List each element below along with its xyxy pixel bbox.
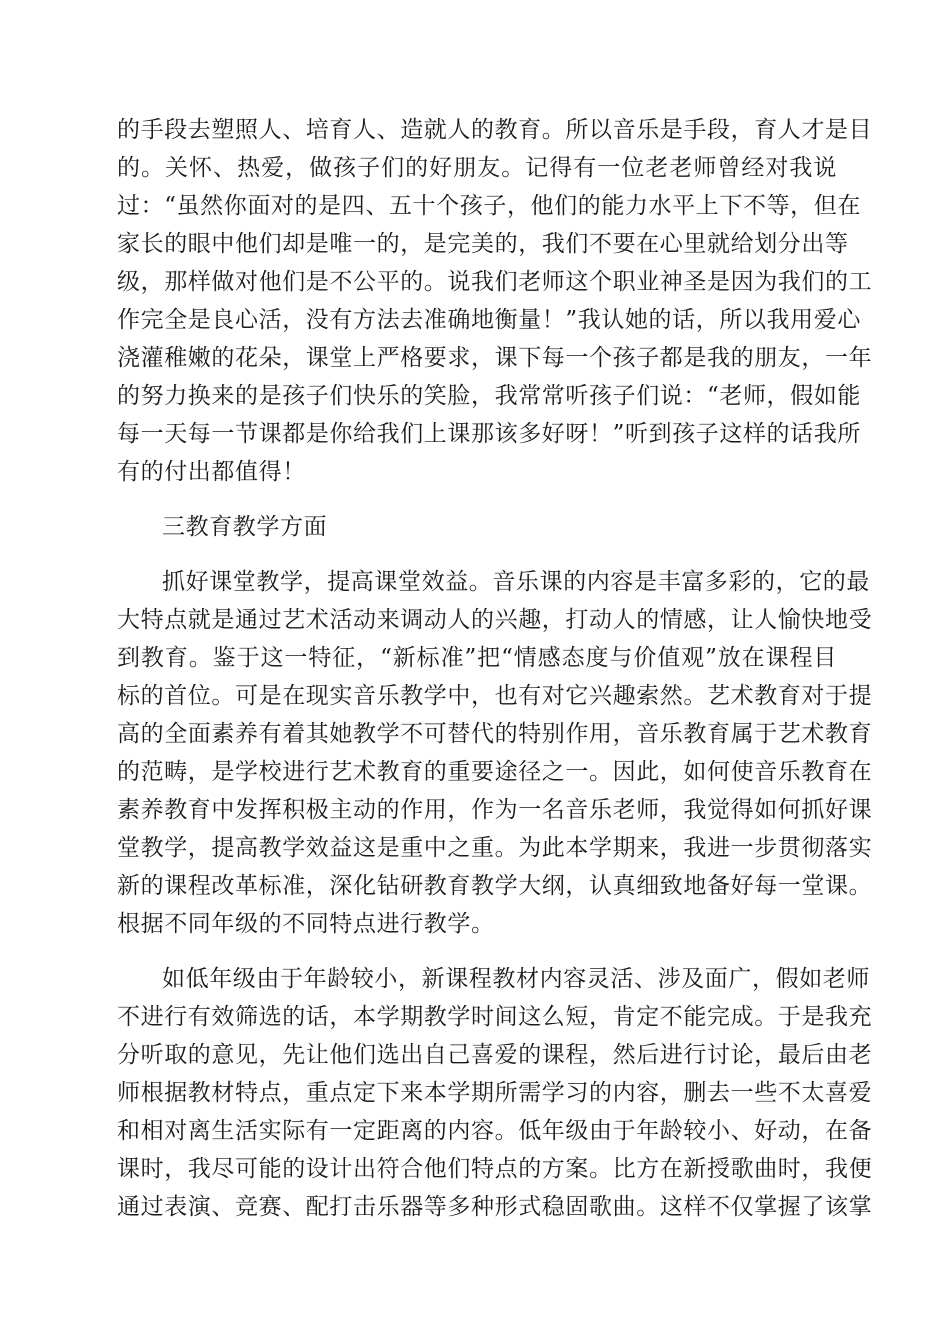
body-text-line: 素养教育中发挥积极主动的作用，作为一名音乐老师，我觉得如何抓好课 bbox=[117, 797, 873, 823]
body-text-line: 分听取的意见，先让他们选出自己喜爱的课程，然后进行讨论，最后由老 bbox=[117, 1042, 873, 1068]
body-text-line: 和相对离生活实际有一定距离的内容。低年级由于年龄较小、好动，在备 bbox=[117, 1118, 873, 1144]
body-text-line: 通过表演、竞赛、配打击乐器等多种形式稳固歌曲。这样不仅掌握了该掌 bbox=[117, 1194, 873, 1220]
body-text-line: 堂教学，提高教学效益这是重中之重。为此本学期来，我进一步贯彻落实 bbox=[117, 835, 873, 861]
body-text-line: 的努力换来的是孩子们快乐的笑脸，我常常听孩子们说：“老师，假如能 bbox=[117, 383, 861, 409]
body-text-line: 作完全是良心活，没有方法去准确地衡量！”我认她的话，所以我用爱心 bbox=[117, 307, 861, 333]
body-text-line: 家长的眼中他们却是唯一的，是完美的，我们不要在心里就给划分出等 bbox=[117, 231, 849, 257]
body-text-line: 级，那样做对他们是不公平的。说我们老师这个职业神圣是因为我们的工 bbox=[117, 269, 873, 295]
body-text-line: 大特点就是通过艺术活动来调动人的兴趣，打动人的情感，让人愉快地受 bbox=[117, 607, 873, 633]
body-text-line: 到教育。鉴于这一特征，“新标准”把“情感态度与价值观”放在课程目 bbox=[117, 645, 837, 671]
body-text-line: 的手段去塑照人、培育人、造就人的教育。所以音乐是手段，育人才是目 bbox=[117, 117, 873, 143]
section-heading: 三教育教学方面 bbox=[162, 514, 328, 540]
body-text-line: 浇灌稚嫩的花朵，课堂上严格要求，课下每一个孩子都是我的朋友，一年 bbox=[117, 345, 873, 371]
body-text-line: 的范畴，是学校进行艺术教育的重要途径之一。因此，如何使音乐教育在 bbox=[117, 759, 873, 785]
body-text-line: 过：“虽然你面对的是四、五十个孩子，他们的能力水平上下不等，但在 bbox=[117, 193, 861, 219]
body-text-line: 如低年级由于年龄较小，新课程教材内容灵活、涉及面广，假如老师 bbox=[162, 966, 870, 992]
body-text-line: 抓好课堂教学，提高课堂效益。音乐课的内容是丰富多彩的，它的最 bbox=[162, 569, 870, 595]
body-text-line: 每一天每一节课都是你给我们上课那该多好呀！”听到孩子这样的话我所 bbox=[117, 421, 861, 447]
body-text-line: 标的首位。可是在现实音乐教学中，也有对它兴趣索然。艺术教育对于提 bbox=[117, 683, 873, 709]
body-text-line: 有的付出都值得！ bbox=[117, 459, 306, 485]
body-text-line: 不进行有效筛选的话，本学期教学时间这么短，肯定不能完成。于是我充 bbox=[117, 1004, 873, 1030]
body-text-line: 师根据教材特点，重点定下来本学期所需学习的内容，删去一些不太喜爱 bbox=[117, 1080, 873, 1106]
body-text-line: 根据不同年级的不同特点进行教学。 bbox=[117, 911, 495, 937]
body-text-line: 课时，我尽可能的设计出符合他们特点的方案。比方在新授歌曲时，我便 bbox=[117, 1156, 873, 1182]
body-text-line: 的。关怀、热爱，做孩子们的好朋友。记得有一位老老师曾经对我说 bbox=[117, 155, 837, 181]
body-text-line: 高的全面素养有着其她教学不可替代的特别作用，音乐教育属于艺术教育 bbox=[117, 721, 873, 747]
body-text-line: 新的课程改革标准，深化钻研教育教学大纲，认真细致地备好每一堂课。 bbox=[117, 873, 873, 899]
